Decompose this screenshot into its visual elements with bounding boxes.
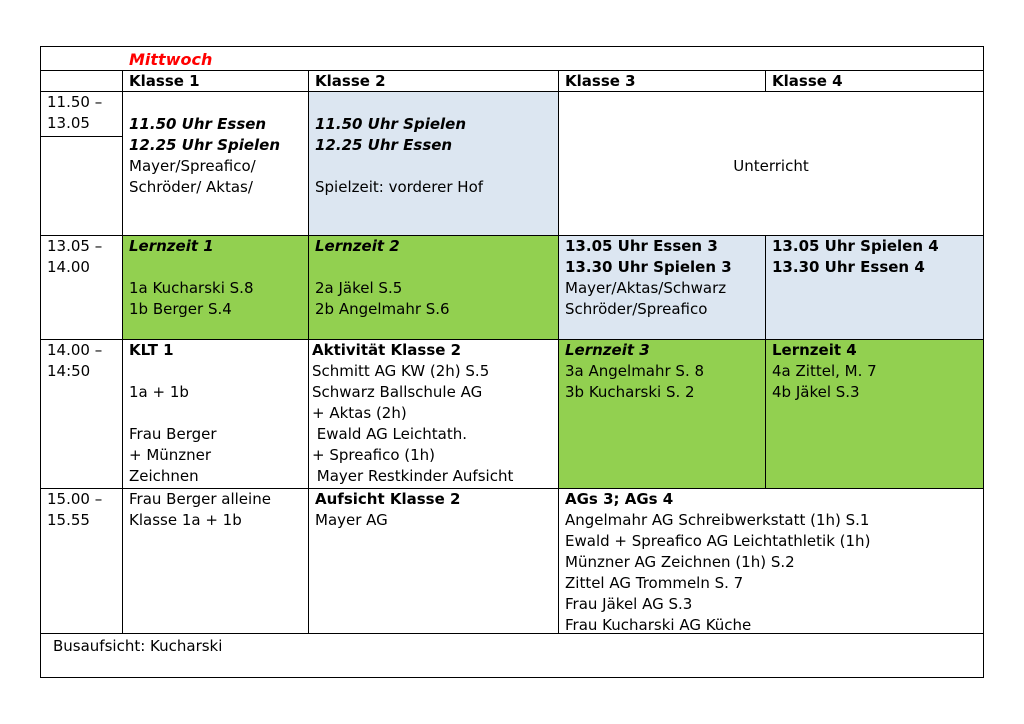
cell-line — [315, 257, 552, 278]
row1-klasse-2 — [308, 91, 558, 235]
row3-klasse-2 — [308, 339, 558, 488]
cell-line: Frau Kucharski AG Küche — [565, 616, 752, 633]
header-time-cell — [40, 70, 122, 91]
cell-line: 1a + 1b — [129, 383, 189, 401]
cell-line: 12.25 Uhr Spielen — [129, 136, 280, 154]
time-line: 14:50 — [47, 362, 91, 380]
cell-line: 13.05 Uhr Spielen 4 — [772, 237, 939, 255]
cell-line: 2a Jäkel S.5 — [315, 279, 403, 297]
cell-line: 13.30 Uhr Spielen 3 — [565, 258, 732, 276]
cell-line: Aufsicht Klasse 2 — [315, 490, 461, 508]
cell-line: 2b Angelmahr S.6 — [315, 300, 450, 318]
cell-line: + Aktas (2h) — [312, 404, 407, 422]
row2-klasse-3 — [558, 235, 765, 339]
row1-klasse-1 — [122, 91, 308, 235]
cell-line: Mayer/Spreafico/ — [129, 157, 256, 175]
time-line: 11.50 – — [47, 93, 103, 111]
cell-line: Lernzeit 4 — [772, 341, 857, 359]
row3-time — [40, 339, 122, 488]
row4-klasse-2 — [308, 488, 558, 633]
cell-line: Mayer Restkinder Aufsicht — [312, 467, 514, 485]
time-subdivider — [41, 136, 122, 137]
cell-line: Frau Jäkel AG S.3 — [565, 595, 693, 613]
cell-line: 4b Jäkel S.3 — [772, 383, 860, 401]
cell-line: Ewald AG Leichtath. — [312, 425, 468, 443]
cell-line: Mayer/Aktas/Schwarz — [565, 279, 727, 297]
cell-line: Angelmahr AG Schreibwerkstatt (1h) S.1 — [565, 511, 870, 529]
cell-line: 3a Angelmahr S. 8 — [565, 362, 705, 380]
time-line: 14.00 — [47, 258, 90, 276]
cell-line: Frau Berger — [129, 425, 217, 443]
cell-line — [129, 361, 302, 382]
cell-line: Münzner AG Zeichnen (1h) S.2 — [565, 553, 795, 571]
cell-line: Zittel AG Trommeln S. 7 — [565, 574, 744, 592]
cell-line: Klasse 1a + 1b — [129, 511, 242, 529]
cell-line: Schröder/Spreafico — [565, 300, 708, 318]
time-line: 14.00 – — [47, 341, 103, 359]
cell-line: Spielzeit: vorderer Hof — [315, 178, 484, 196]
cell-line: Schwarz Ballschule AG — [312, 383, 483, 401]
header-klasse-3: Klasse 3 — [558, 70, 765, 91]
day-title: Mittwoch — [129, 50, 213, 69]
row2-klasse-2 — [308, 235, 558, 339]
cell-line: AGs 3; AGs 4 — [565, 490, 674, 508]
row4-klasse-3-4 — [558, 488, 984, 633]
cell-line: 11.50 Uhr Spielen — [315, 115, 466, 133]
schedule-table — [40, 46, 984, 678]
header-klasse-2: Klasse 2 — [308, 70, 558, 91]
cell-line: Schmitt AG KW (2h) S.5 — [312, 362, 490, 380]
cell-line: Mayer AG — [315, 511, 388, 529]
unterricht-label: Unterricht — [733, 157, 809, 175]
busaufsicht-text: Busaufsicht: Kucharski — [53, 637, 223, 655]
cell-line: Aktivität Klasse 2 — [312, 341, 462, 359]
cell-line: Lernzeit 1 — [129, 237, 214, 255]
cell-line: Lernzeit 2 — [315, 237, 400, 255]
row3-klasse-3 — [558, 339, 765, 488]
row2-klasse-1 — [122, 235, 308, 339]
cell-line: 1a Kucharski S.8 — [129, 279, 254, 297]
cell-line: Lernzeit 3 — [565, 341, 650, 359]
row3-klasse-4 — [765, 339, 984, 488]
cell-line — [129, 403, 302, 424]
cell-line: KLT 1 — [129, 341, 174, 359]
title-row — [40, 46, 984, 70]
row1-klasse-3-4 — [558, 91, 984, 235]
cell-line: 13.30 Uhr Essen 4 — [772, 258, 925, 276]
cell-line: 13.05 Uhr Essen 3 — [565, 237, 718, 255]
row4-klasse-1 — [122, 488, 308, 633]
cell-line: Schröder/ Aktas/ — [129, 178, 253, 196]
footer-row — [40, 633, 984, 678]
cell-line — [129, 257, 302, 278]
row3-klasse-1 — [122, 339, 308, 488]
header-klasse-4: Klasse 4 — [765, 70, 984, 91]
time-line: 15.55 — [47, 511, 90, 529]
cell-line — [315, 156, 552, 177]
cell-line: Frau Berger alleine — [129, 490, 271, 508]
cell-line: + Münzner — [129, 446, 212, 464]
time-line: 15.00 – — [47, 490, 103, 508]
time-line: 13.05 — [47, 114, 90, 132]
header-klasse-1: Klasse 1 — [122, 70, 308, 91]
cell-line: 4a Zittel, M. 7 — [772, 362, 877, 380]
cell-line: + Spreafico (1h) — [312, 446, 436, 464]
cell-line: 12.25 Uhr Essen — [315, 136, 453, 154]
row4-time — [40, 488, 122, 633]
cell-line: 11.50 Uhr Essen — [129, 115, 267, 133]
row2-klasse-4 — [765, 235, 984, 339]
cell-line: Ewald + Spreafico AG Leichtathletik (1h) — [565, 532, 871, 550]
row1-time — [40, 91, 122, 235]
row2-time — [40, 235, 122, 339]
cell-line: 3b Kucharski S. 2 — [565, 383, 695, 401]
cell-line: Zeichnen — [129, 467, 199, 485]
cell-line: 1b Berger S.4 — [129, 300, 232, 318]
time-line: 13.05 – — [47, 237, 103, 255]
